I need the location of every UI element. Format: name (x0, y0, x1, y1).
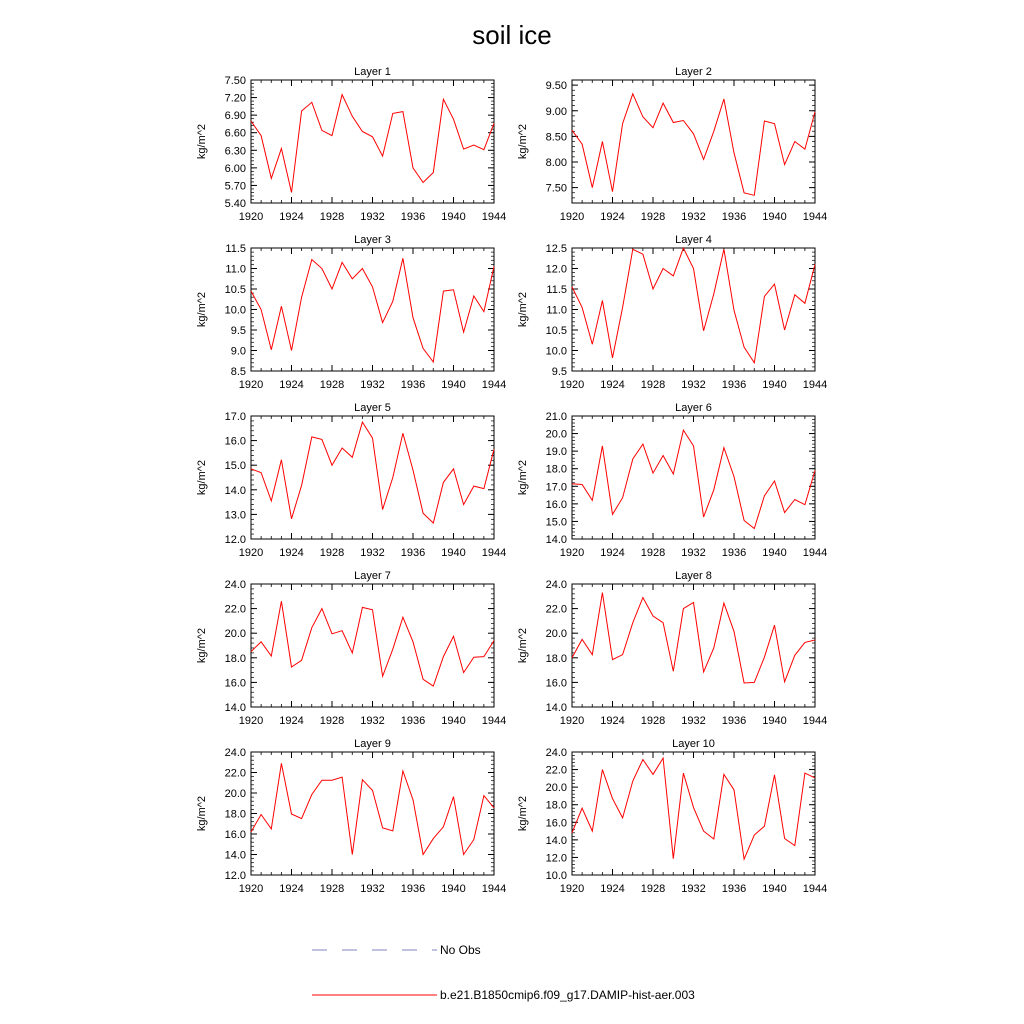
panel-layer-4 (517, 234, 827, 391)
series-line (251, 601, 494, 686)
x-tick-label: 1936 (400, 547, 426, 559)
x-tick-label: 1940 (762, 883, 787, 895)
x-tick-label: 1932 (681, 211, 706, 223)
y-tick-label: 6.60 (224, 127, 246, 140)
x-tick-label: 1920 (238, 547, 264, 559)
x-tick-label: 1920 (559, 379, 585, 391)
y-tick-label: 7.50 (224, 75, 246, 87)
x-tick-label: 1924 (600, 715, 625, 727)
x-tick-label: 1944 (481, 211, 507, 223)
series-line (572, 758, 815, 859)
x-tick-label: 1920 (559, 211, 585, 223)
x-tick-label: 1940 (441, 883, 466, 895)
x-tick-label: 1924 (279, 211, 304, 223)
y-tick-label: 14.0 (224, 484, 246, 497)
y-tick-label: 11.0 (546, 304, 567, 317)
y-tick-label: 9.50 (545, 80, 567, 93)
y-tick-label: 13.0 (224, 509, 246, 522)
y-tick-label: 7.50 (545, 182, 567, 195)
y-tick-label: 12.0 (545, 852, 567, 865)
x-tick-label: 1936 (721, 211, 747, 223)
panel-title: Layer 10 (672, 738, 715, 750)
x-tick-label: 1940 (441, 211, 466, 223)
x-tick-label: 1924 (279, 715, 304, 727)
x-tick-label: 1924 (600, 547, 625, 559)
x-tick-label: 1928 (640, 211, 666, 223)
panel-layer-7 (196, 570, 506, 727)
x-tick-label: 1932 (360, 379, 385, 391)
y-tick-label: 18.0 (545, 463, 567, 476)
legend-model-label: b.e21.B1850cmip6.f09_g17.DAMIP-hist-aer.003 (440, 988, 695, 1002)
y-tick-label: 20.0 (545, 428, 567, 441)
y-tick-label: 10.5 (224, 284, 246, 296)
x-tick-label: 1928 (319, 883, 345, 895)
y-tick-label: 21.0 (545, 411, 567, 423)
x-tick-label: 1944 (802, 547, 828, 559)
x-tick-label: 1932 (360, 547, 385, 559)
x-tick-label: 1940 (441, 379, 466, 391)
y-tick-label: 12.0 (545, 263, 567, 276)
x-tick-label: 1924 (279, 379, 304, 391)
x-tick-label: 1924 (279, 547, 304, 559)
series-line (572, 430, 815, 528)
panel-title: Layer 3 (354, 234, 391, 246)
series-line (251, 95, 494, 193)
y-tick-label: 5.40 (224, 198, 246, 210)
y-tick-label: 22.0 (224, 767, 246, 780)
x-tick-label: 1936 (400, 211, 426, 223)
y-tick-label: 10.0 (224, 304, 246, 317)
y-tick-label: 6.00 (224, 162, 246, 175)
y-tick-label: 19.0 (545, 446, 567, 459)
y-tick-label: 17.0 (224, 411, 246, 423)
x-tick-label: 1932 (681, 547, 706, 559)
y-tick-label: 14.0 (545, 702, 567, 714)
y-tick-label: 14.0 (545, 834, 567, 847)
x-tick-label: 1940 (762, 379, 787, 391)
x-tick-label: 1944 (802, 715, 828, 727)
y-tick-label: 16.0 (224, 677, 246, 690)
y-axis-label: kg/m^2 (517, 123, 529, 160)
y-tick-label: 9.0 (230, 345, 246, 358)
y-tick-label: 18.0 (545, 652, 567, 665)
x-tick-label: 1932 (360, 883, 385, 895)
plot-frame (572, 248, 815, 371)
y-tick-label: 18.0 (224, 808, 246, 821)
y-tick-label: 9.00 (545, 105, 567, 118)
panel-title: Layer 9 (354, 738, 391, 750)
x-tick-label: 1936 (400, 883, 426, 895)
y-tick-label: 16.0 (545, 677, 567, 690)
y-axis-label: kg/m^2 (196, 795, 208, 832)
y-tick-label: 20.0 (545, 782, 567, 795)
y-axis-label: kg/m^2 (517, 627, 529, 664)
series-line (572, 248, 815, 363)
x-tick-label: 1940 (441, 715, 466, 727)
y-tick-label: 11.5 (546, 284, 567, 296)
y-tick-label: 17.0 (545, 481, 567, 494)
x-tick-label: 1944 (481, 715, 507, 727)
y-tick-label: 8.5 (230, 366, 246, 378)
x-tick-label: 1936 (721, 883, 747, 895)
x-tick-label: 1928 (640, 715, 666, 727)
x-tick-label: 1944 (481, 883, 507, 895)
plot-frame (251, 752, 494, 875)
y-tick-label: 9.5 (551, 366, 567, 378)
x-tick-label: 1932 (681, 883, 706, 895)
x-tick-label: 1936 (400, 715, 426, 727)
y-tick-label: 6.30 (224, 145, 246, 158)
x-tick-label: 1940 (762, 547, 787, 559)
y-tick-label: 16.0 (545, 817, 567, 830)
y-tick-label: 24.0 (545, 747, 567, 759)
legend-no-obs-label: No Obs (440, 943, 481, 957)
y-tick-label: 24.0 (545, 579, 567, 591)
panel-title: Layer 2 (675, 66, 712, 78)
panel-title: Layer 7 (354, 570, 391, 582)
panel-layer-3 (196, 234, 506, 391)
y-tick-label: 7.20 (224, 92, 246, 105)
plot-frame (251, 416, 494, 539)
y-tick-label: 12.5 (545, 243, 567, 255)
y-axis-label: kg/m^2 (196, 459, 208, 496)
x-tick-label: 1936 (721, 715, 747, 727)
x-tick-label: 1932 (681, 379, 706, 391)
y-tick-label: 16.0 (545, 498, 567, 511)
x-tick-label: 1944 (481, 547, 507, 559)
y-tick-label: 15.0 (545, 516, 567, 529)
x-tick-label: 1944 (802, 379, 828, 391)
y-axis-label: kg/m^2 (517, 795, 529, 832)
x-tick-label: 1928 (319, 379, 345, 391)
x-tick-label: 1932 (681, 715, 706, 727)
x-tick-label: 1928 (319, 715, 345, 727)
y-tick-label: 18.0 (545, 799, 567, 812)
y-tick-label: 8.00 (545, 157, 567, 169)
panel-layer-6 (517, 402, 827, 559)
y-tick-label: 14.0 (545, 534, 567, 546)
y-tick-label: 18.0 (224, 652, 246, 665)
x-tick-label: 1928 (319, 547, 345, 559)
y-tick-label: 14.0 (224, 849, 246, 862)
y-tick-label: 22.0 (545, 603, 567, 616)
y-tick-label: 9.5 (230, 325, 246, 337)
y-tick-label: 10.0 (545, 870, 567, 882)
y-axis-label: kg/m^2 (196, 627, 208, 664)
y-tick-label: 15.0 (224, 460, 246, 473)
y-tick-label: 20.0 (545, 628, 567, 641)
y-axis-label: kg/m^2 (196, 123, 208, 160)
plot-frame (251, 584, 494, 707)
series-line (251, 763, 494, 854)
y-tick-label: 12.0 (224, 534, 246, 546)
panel-title: Layer 1 (354, 66, 391, 78)
panel-title: Layer 8 (675, 570, 712, 582)
x-tick-label: 1944 (802, 211, 828, 223)
y-tick-label: 16.0 (224, 829, 246, 841)
y-tick-label: 24.0 (224, 579, 246, 591)
y-axis-label: kg/m^2 (517, 291, 529, 328)
x-tick-label: 1932 (360, 715, 385, 727)
x-tick-label: 1924 (600, 211, 625, 223)
panel-layer-1 (196, 66, 506, 223)
series-line (251, 258, 494, 362)
y-tick-label: 14.0 (224, 702, 246, 714)
y-tick-label: 11.0 (225, 263, 246, 276)
panel-title: Layer 4 (675, 234, 712, 246)
series-line (251, 422, 494, 523)
y-tick-label: 11.5 (225, 243, 246, 255)
panel-layer-10 (517, 738, 827, 895)
plot-frame (572, 416, 815, 539)
x-tick-label: 1920 (238, 883, 264, 895)
x-tick-label: 1928 (319, 211, 345, 223)
x-tick-label: 1920 (238, 715, 264, 727)
x-tick-label: 1924 (600, 379, 625, 391)
panel-title: Layer 5 (354, 402, 391, 414)
x-tick-label: 1920 (238, 211, 264, 223)
y-tick-label: 20.0 (224, 788, 246, 800)
x-tick-label: 1920 (559, 547, 585, 559)
y-tick-label: 24.0 (224, 747, 246, 759)
figure-title: soil ice (472, 20, 552, 50)
x-tick-label: 1920 (559, 715, 585, 727)
x-tick-label: 1920 (238, 379, 264, 391)
plot-frame (251, 80, 494, 203)
y-tick-label: 8.50 (545, 131, 567, 144)
panel-title: Layer 6 (675, 402, 712, 414)
x-tick-label: 1944 (481, 379, 507, 391)
y-tick-label: 10.5 (545, 325, 567, 337)
y-tick-label: 6.90 (224, 110, 246, 123)
y-axis-label: kg/m^2 (196, 291, 208, 328)
x-tick-label: 1928 (640, 547, 666, 559)
x-tick-label: 1928 (640, 883, 666, 895)
y-tick-label: 12.0 (224, 870, 246, 882)
x-tick-label: 1920 (559, 883, 585, 895)
panel-layer-2 (517, 66, 827, 223)
x-tick-label: 1936 (721, 547, 747, 559)
x-tick-label: 1944 (802, 883, 828, 895)
series-line (572, 593, 815, 683)
x-tick-label: 1936 (721, 379, 747, 391)
x-tick-label: 1940 (762, 715, 787, 727)
panel-layer-8 (517, 570, 827, 727)
x-tick-label: 1924 (279, 883, 304, 895)
y-tick-label: 22.0 (224, 603, 246, 616)
y-tick-label: 5.70 (224, 180, 246, 193)
y-axis-label: kg/m^2 (517, 459, 529, 496)
x-tick-label: 1932 (360, 211, 385, 223)
plot-frame (572, 752, 815, 875)
x-tick-label: 1940 (762, 211, 787, 223)
panel-layer-5 (196, 402, 506, 559)
x-tick-label: 1940 (441, 547, 466, 559)
legend (312, 943, 695, 1002)
y-tick-label: 22.0 (545, 764, 567, 777)
x-tick-label: 1936 (400, 379, 426, 391)
plot-frame (251, 248, 494, 371)
panels-grid (196, 66, 827, 895)
x-tick-label: 1928 (640, 379, 666, 391)
y-tick-label: 16.0 (224, 435, 246, 448)
y-tick-label: 10.0 (545, 345, 567, 358)
panel-layer-9 (196, 738, 506, 895)
y-tick-label: 20.0 (224, 628, 246, 641)
series-line (572, 94, 815, 196)
x-tick-label: 1924 (600, 883, 625, 895)
